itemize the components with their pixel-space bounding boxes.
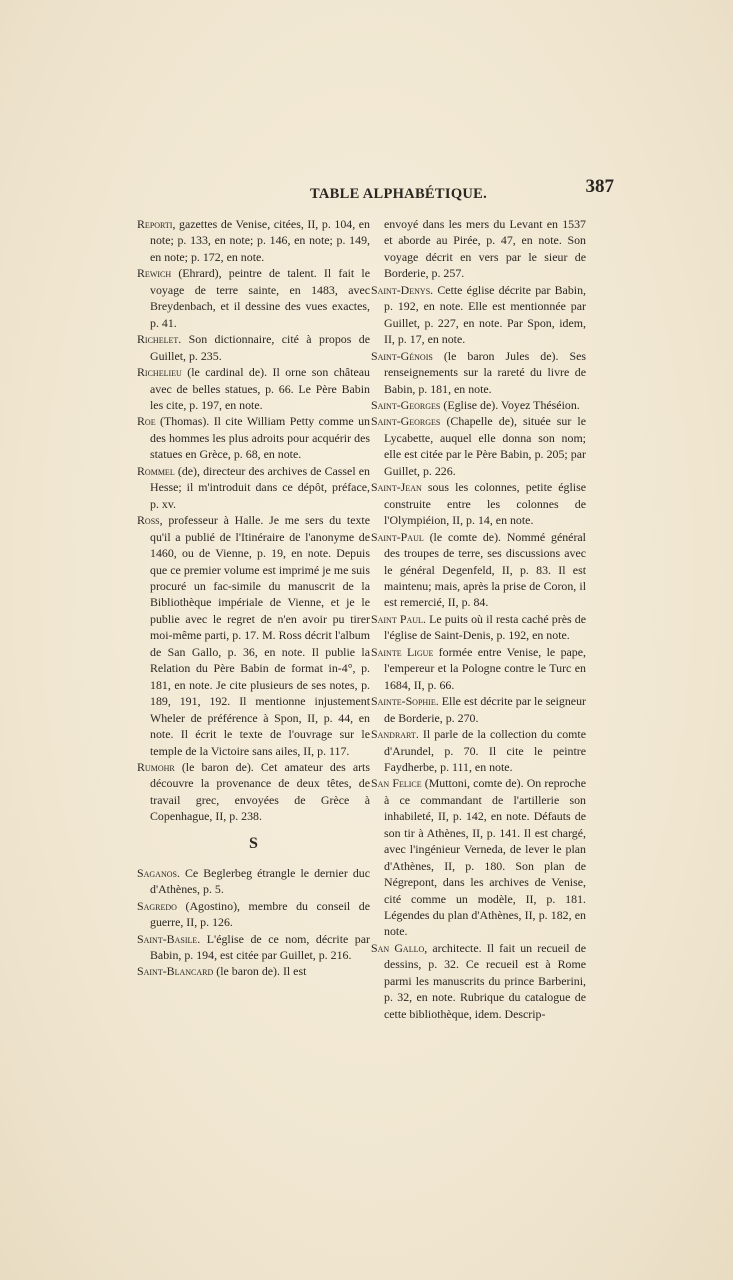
entry-text: (le cardinal de). Il orne son château avec de belles statues, p. 66. Le Père Babin les cite, p. 197, en note. (150, 365, 370, 412)
entry-headword: Rumohr (137, 759, 175, 774)
entry-text: (Thomas). Il cite William Petty comme un des hommes les plus adroits pour acquérir des statues en Grèce, p. 68, en note. (150, 414, 370, 462)
page-header (134, 174, 614, 204)
index-entry (371, 216, 586, 282)
entry-text: . Ce Beglerbeg étrangle le dernier duc d'Athènes, p. 5. (150, 865, 370, 897)
entry-text: . L'église de ce nom, décrite par Babin, p. 194, est citée par Guillet, p. 216. (150, 931, 370, 963)
right-entries (371, 216, 586, 1022)
entry-text: envoyé dans les mers du Levant en 1537 et aborde au Pirée, p. 47, en note. Son voyage décrit en vers par le sieur de Borderie, p. 257. (384, 217, 586, 281)
index-entry (137, 463, 370, 512)
entry-headword: Roe (137, 414, 156, 429)
section-letter: S (249, 834, 258, 852)
entry-text: (le baron de). Cet amateur des arts découvre la provenance de deux têtes, de travail grec, envoyées de Grèce à Copenhague, II, p. 238. (150, 759, 370, 824)
s-entries (137, 865, 370, 980)
index-entry (371, 775, 586, 940)
entry-text: . Cette église décrite par Babin, p. 192, en note. Elle est mentionnée par Guillet, p. 227, en note. Par Spon, idem, II, p. 17, en note. (384, 282, 586, 347)
entry-headword: Saint-Blancard (137, 964, 214, 979)
index-entry (371, 348, 586, 397)
entry-headword: Saint-Génois (371, 348, 433, 363)
entry-headword: Saint-Georges (371, 397, 441, 412)
index-entry (137, 413, 370, 462)
index-entry (137, 216, 370, 265)
entry-headword: Saint-Basile (137, 931, 198, 946)
entry-text: (Chapelle de), située sur le Lycabette, auquel elle donna son nom; elle est citée par le Père Babin, p. 205; par Guillet, p. 226. (384, 414, 586, 478)
entry-headword: San Gallo (371, 940, 425, 955)
index-entry (137, 963, 370, 979)
page-number: 387 (585, 176, 614, 197)
index-entry (137, 265, 370, 331)
running-title: TABLE ALPHABÉTIQUE. (310, 186, 488, 202)
entry-text: . Son dictionnaire, cité à propos de Guillet, p. 235. (150, 332, 370, 363)
index-entry (137, 331, 370, 364)
entry-text: (le baron Jules de). Ses renseignements sur la rareté du livre de Babin, p. 181, en note. (384, 348, 586, 396)
entry-text: sous les colonnes, petite église construite entre les colonnes de l'Olympiéion, II, p. 14, en note. (384, 480, 586, 528)
left-column (137, 216, 370, 980)
entry-text: , gazettes de Venise, citées, II, p. 104, en note; p. 133, en note; p. 146, en note; p. 149, en note; p. 172, en note. (150, 217, 370, 264)
index-entry (137, 759, 370, 825)
entry-text: (Ehrard), peintre de talent. Il fait le voyage de terre sainte, en 1483, avec Breydenbach, et il dessine des vues exactes, p. 41. (150, 266, 370, 330)
index-entry (137, 865, 370, 898)
index-entry (371, 413, 586, 479)
entry-text: (Agostino), membre du conseil de guerre, II, p. 126. (150, 898, 370, 930)
index-entry (137, 931, 370, 964)
index-entry (137, 898, 370, 931)
index-entry (137, 512, 370, 759)
entry-headword: San Felice (371, 776, 422, 791)
index-entry (371, 644, 586, 693)
entry-text: . Elle est décrite par le seigneur de Borderie, p. 270. (384, 694, 586, 725)
index-entry (371, 611, 586, 644)
entry-text: (le baron de). Il est (213, 964, 307, 979)
entry-text: (le comte de). Nommé général des troupes de terre, ses discussions avec le général Degenfeld, II, p. 83. Il est maintenu; mais, après la prise de Coron, il est remercié, II, p. 84. (384, 529, 586, 610)
entry-text: (Muttoni, comte de). On reproche à ce commandant de l'artillerie son inhabileté, II, p. 142, en note. Défauts de son tir à Athènes, II, p. 141. Il est chargé, avec l'ingénieur Verneda, de lever le plan d'Athènes, II, p. 180. Son plan de Négrepont, dans les archives de Venise, cité comme un modèle, II, p. 181. Légendes du plan d'Athènes, II, p. 182, en note. (384, 776, 586, 939)
entry-headword: Saint Paul (371, 611, 423, 626)
entry-headword: Reporti (137, 217, 173, 231)
entry-headword: Rommel (137, 463, 175, 478)
entry-headword: Richelieu (137, 365, 182, 380)
index-entry (371, 479, 586, 528)
entry-headword: Saint-Georges (371, 414, 441, 429)
entry-headword: Saint-Paul (371, 529, 424, 544)
entry-headword: Sainte Ligue (371, 644, 434, 659)
entry-headword: Sainte-Sophie (371, 694, 436, 709)
index-entry (371, 529, 586, 611)
entry-text: (Eglise de). Voyez Théséion. (440, 397, 580, 412)
index-entry (371, 282, 586, 348)
entry-text: (de), directeur des archives de Cassel en Hesse; il m'introduit dans ce dépôt, préface, p. xv. (150, 463, 370, 511)
index-entry (371, 397, 586, 413)
entry-headword: Sandrart (371, 727, 416, 742)
r-entries (137, 216, 370, 825)
index-entry (371, 726, 586, 775)
entry-text: , professeur à Halle. Je me sers du texte qu'il a publié de l'Itinéraire de l'anonyme de 1460, ou de Vienne, p. 19, en note. Depuis que ce premier volume est imprimé je me suis procuré un fac-simile du manuscrit de la Bibliothèque impériale de Vienne, et je le publie avec le regret de n'en avoir pu tirer moi-même parti, p. 17. M. Ross décrit l'album de San Gallo, p. 36, en note. Il publie la Relation du Père Babin de format in-4°, p. 181, en note. Je cite plusieurs de ses notes, p. 189, 191, 192. Il mentionne injustement Wheler de préférence à Spon, II, p. 44, en note. Il écrit le texte de l'ouvrage sur le temple de la Victoire sans ailes, II, p. 117. (150, 513, 370, 758)
entry-text: formée entre Venise, le pape, l'empereur et la Pologne contre le Turc en 1684, II, p. 66. (384, 644, 586, 692)
entry-headword: Saint-Denys (371, 282, 431, 297)
index-entry (137, 364, 370, 413)
entry-text: . Le puits où il resta caché près de l'église de Saint-Denis, p. 192, en note. (384, 611, 587, 643)
entry-headword: Richelet (137, 332, 179, 347)
index-entry (371, 693, 586, 726)
entry-headword: Rewich (137, 266, 172, 281)
entry-headword: Sagredo (137, 898, 177, 913)
entry-text: . Il parle de la collection du comte d'Arundel, p. 70. Il cite le peintre Faydherbe, p. 111, en note. (384, 727, 586, 774)
right-column (371, 216, 586, 1022)
entry-headword: Saganos (137, 865, 177, 880)
entry-headword: Ross (137, 513, 160, 528)
entry-headword: Saint-Jean (371, 480, 422, 495)
index-entry (371, 940, 586, 1022)
entry-text: , architecte. Il fait un recueil de dessins, p. 32. Ce recueil est à Rome parmi les manuscrits du prince Barberini, p. 32, en note. Rubrique du catalogue de cette bibliothèque, idem. Descrip- (384, 940, 586, 1021)
